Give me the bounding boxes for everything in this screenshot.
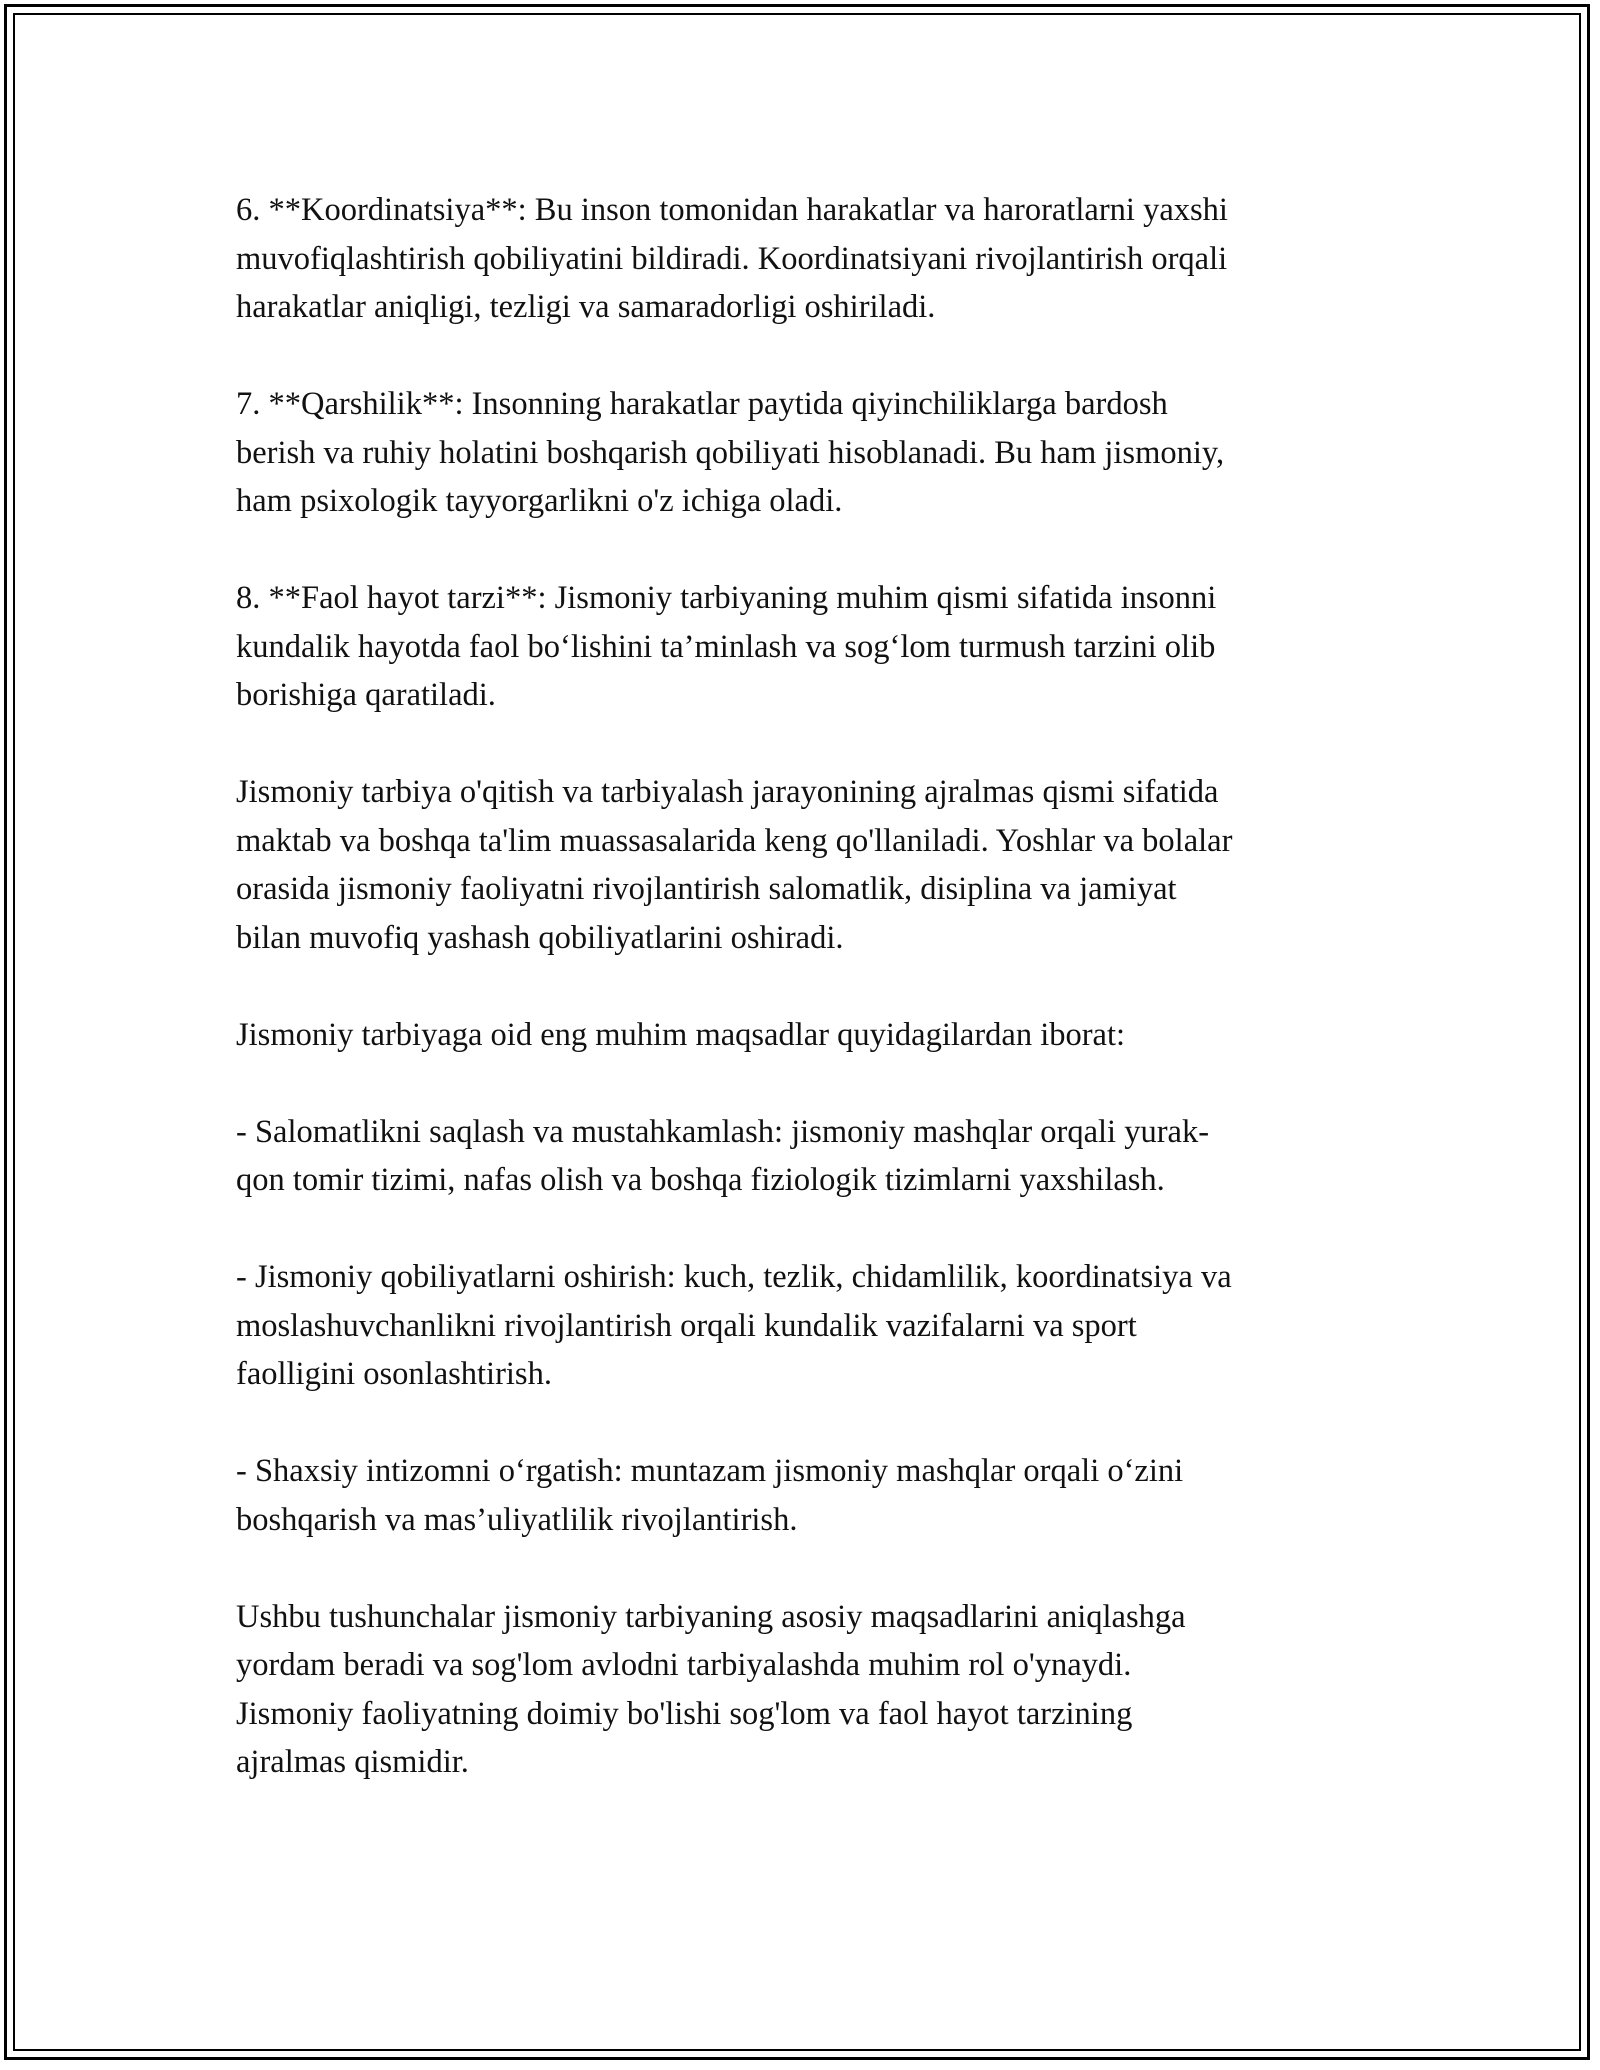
paragraph-qarshilik: 7. **Qarshilik**: Insonning harakatlar paytida qiyinchiliklarga bardosh berish va ruhiy holatini boshqarish qobiliyati hisoblanadi. Bu ham jismoniy, ham psixologik tayyorgarlikni o'z ichiga oladi. xyxy=(236,386,1225,519)
paragraph-conclusion: Ushbu tushunchalar jismoniy tarbiyaning asosiy maqsadlarini aniqlashga yordam beradi va sog'lom avlodni tarbiyalashda muhim rol o'ynaydi. Jismoniy faoliyatning doimiy bo'lishi sog'lom va faol hayot tarzining ajralmas qismidir. xyxy=(236,1598,1186,1780)
document-body xyxy=(236,186,1371,1787)
list-item-salomatlik: - Salomatlikni saqlash va mustahkamlash: jismoniy mashqlar orqali yurak- qon tomir tizimi, nafas olish va boshqa fiziologik tizimlarni yaxshilash. xyxy=(236,1113,1210,1198)
paragraph-maqsadlar-intro: Jismoniy tarbiyaga oid eng muhim maqsadlar quyidagilardan iborat: xyxy=(236,1016,1126,1053)
paragraph-koordinatsiya: 6. **Koordinatsiya**: Bu inson tomonidan harakatlar va haroratlarni yaxshi muvofiqlashtirish qobiliyatini bildiradi. Koordinatsiyani rivojlantirish orqali harakatlar aniqligi, tezligi va samaradorligi oshiriladi. xyxy=(236,192,1228,325)
list-item-qobiliyatlar: - Jismoniy qobiliyatlarni oshirish: kuch, tezlik, chidamlilik, koordinatsiya va moslashuvchanlikni rivojlantirish orqali kundalik vazifalarni va sport faolligini osonlashtirish. xyxy=(236,1259,1232,1392)
paragraph-jismoniy-tarbiya: Jismoniy tarbiya o'qitish va tarbiyalash jarayonining ajralmas qismi sifatida maktab va boshqa ta'lim muassasalarida keng qo'llaniladi. Yoshlar va bolalar orasida jismoniy faoliyatni rivojlantirish salomatlik, disiplina va jamiyat bilan muvofiq yashash qobiliyatlarini oshiradi. xyxy=(236,774,1233,956)
paragraph-faol-hayot-tarzi: 8. **Faol hayot tarzi**: Jismoniy tarbiyaning muhim qismi sifatida insonni kundalik hayotda faol bo‘lishini ta’minlash va sog‘lom turmush tarzini olib borishiga qaratiladi. xyxy=(236,580,1217,713)
list-item-intizom: - Shaxsiy intizomni o‘rgatish: muntazam jismoniy mashqlar orqali o‘zini boshqarish va mas’uliyatlilik rivojlantirish. xyxy=(236,1453,1184,1538)
